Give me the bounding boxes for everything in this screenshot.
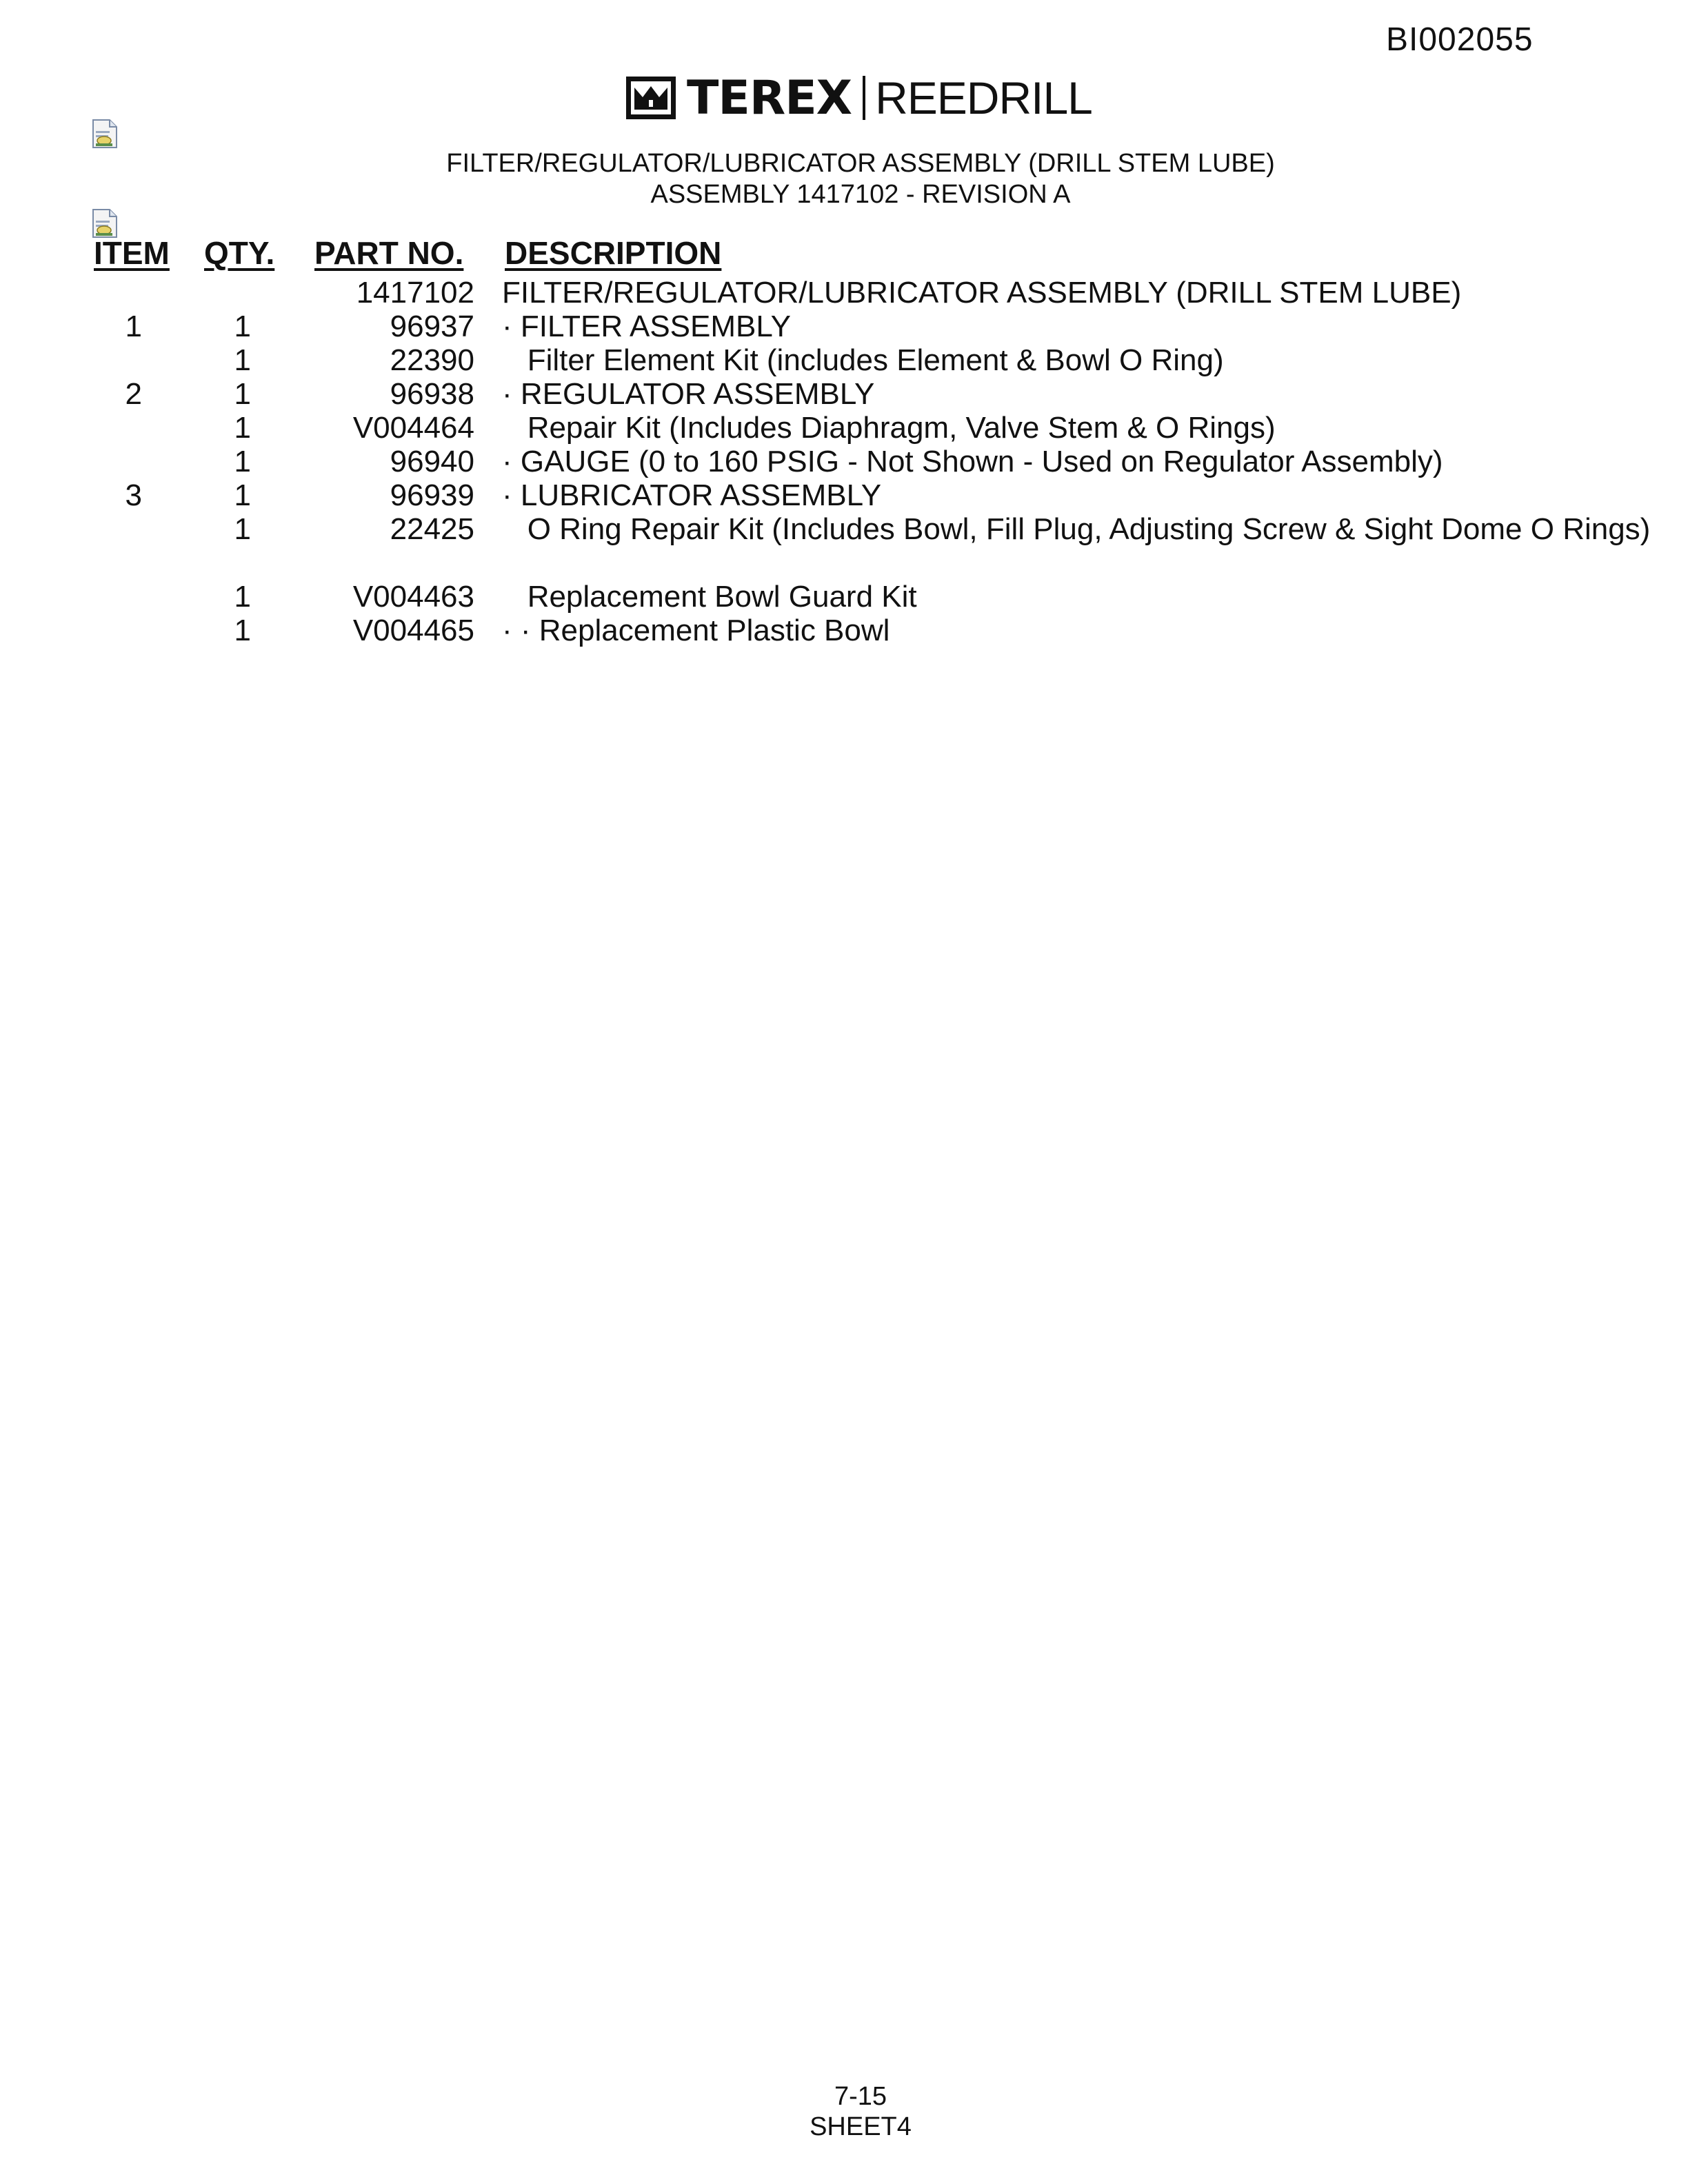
row-part-no: V004465 [352,614,474,647]
row-qty: 1 [234,478,251,512]
row-item: 1 [125,310,142,343]
row-description: · GAUGE (0 to 160 PSIG - Not Shown - Used on Regulator Assembly) [502,445,1443,478]
brand-name: TEREX [687,70,852,125]
header-qty: QTY. [204,235,275,271]
row-description: O Ring Repair Kit (Includes Bowl, Fill Plug, Adjusting Screw & Sight Dome O Rings) [502,512,1651,546]
row-description: · REGULATOR ASSEMBLY [502,377,875,411]
row-description: FILTER/REGULATOR/LUBRICATOR ASSEMBLY (DRILL STEM LUBE) [502,276,1462,310]
row-qty: 1 [234,377,251,411]
row-part-no: 96937 [390,310,474,343]
row-item: 2 [125,377,142,411]
row-qty: 1 [234,512,251,546]
header-description: DESCRIPTION [505,235,722,271]
document-title: FILTER/REGULATOR/LUBRICATOR ASSEMBLY (DRILL STEM LUBE) [446,149,1275,178]
row-description: Repair Kit (Includes Diaphragm, Valve Stem & O Rings) [502,411,1276,445]
brand-divider [863,76,865,120]
row-qty: 1 [234,614,251,647]
row-qty: 1 [234,411,251,445]
brand-subname: REEDRILL [875,72,1092,123]
row-part-no: 1417102 [356,276,474,310]
row-description: · LUBRICATOR ASSEMBLY [502,478,882,512]
row-description: · FILTER ASSEMBLY [502,310,791,343]
row-part-no: V004464 [352,411,474,445]
header-item: ITEM [94,235,170,271]
page-number: 7-15 [834,2082,887,2111]
embedded-document-icon[interactable] [92,119,118,149]
row-part-no: 96940 [390,445,474,478]
row-qty: 1 [234,310,251,343]
terex-crown-logo-icon [626,77,676,119]
row-part-no: 96939 [390,478,474,512]
header-part-no: PART NO. [314,235,464,271]
row-description: Filter Element Kit (includes Element & Bowl O Ring) [502,343,1224,377]
row-description: Replacement Bowl Guard Kit [502,580,917,614]
brand-logo [626,72,1092,124]
document-subtitle: ASSEMBLY 1417102 - REVISION A [650,180,1071,209]
sheet-label: SHEET4 [810,2112,912,2141]
row-qty: 1 [234,445,251,478]
row-part-no: V004463 [352,580,474,614]
document-id: BI002055 [1386,21,1534,58]
row-description: · · Replacement Plastic Bowl [502,614,890,647]
row-part-no: 22425 [390,512,474,546]
row-item: 3 [125,478,142,512]
row-qty: 1 [234,580,251,614]
row-part-no: 22390 [390,343,474,377]
row-qty: 1 [234,343,251,377]
row-part-no: 96938 [390,377,474,411]
